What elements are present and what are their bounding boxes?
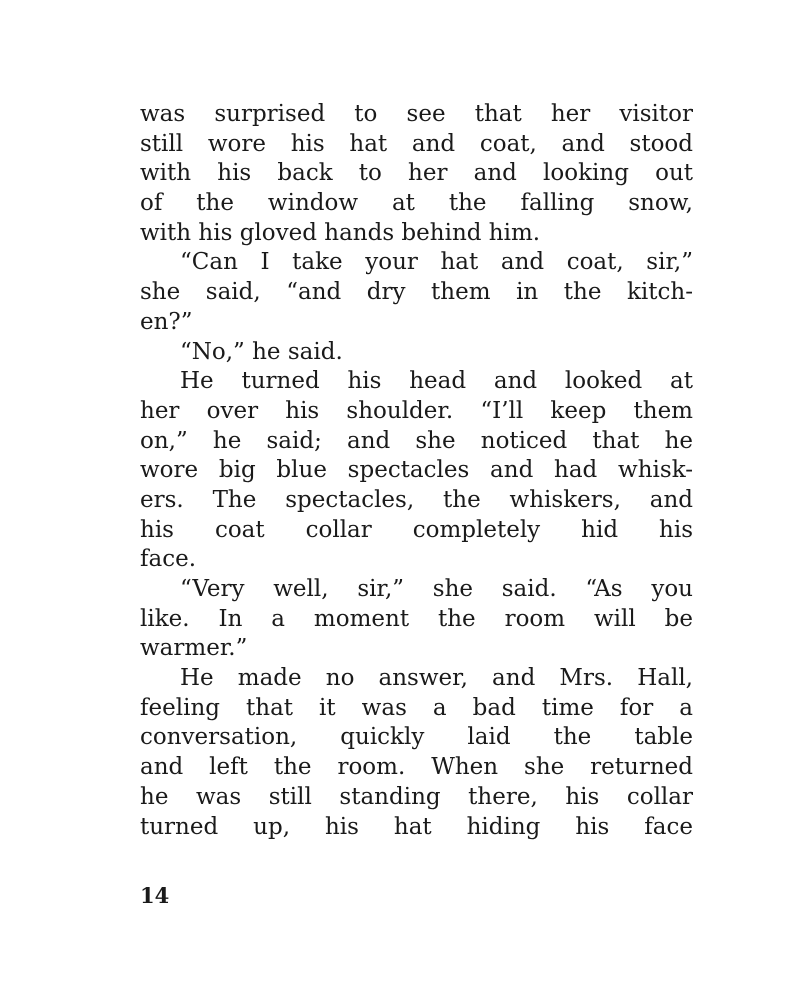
text-line: conversation, quickly laid the table <box>140 724 693 751</box>
text-line: he was still standing there, his collar <box>140 783 693 810</box>
text-line: like. In a moment the room will be <box>140 605 693 632</box>
text-line: still wore his hat and coat, and stood <box>140 130 693 157</box>
text-line: “No,” he said. <box>180 338 343 365</box>
text-line: He turned his head and looked at <box>180 368 693 395</box>
page-number: 14 <box>140 883 170 908</box>
body-text <box>140 100 693 842</box>
text-line: her over his shoulder. “I’ll keep them <box>140 397 693 424</box>
text-line: was surprised to see that her visitor <box>140 101 693 127</box>
text-line: en?” <box>140 308 193 335</box>
text-line: face. <box>140 546 197 573</box>
text-line: wore big blue spectacles and had whisk- <box>140 457 693 484</box>
text-line: she said, “and dry them in the kitch- <box>140 279 693 306</box>
text-line: ers. The spectacles, the whiskers, and <box>140 486 693 513</box>
text-line: He made no answer, and Mrs. Hall, <box>180 665 693 692</box>
text-line: and left the room. When she returned <box>140 754 693 781</box>
text-line: with his gloved hands behind him. <box>140 219 541 246</box>
text-line: feeling that it was a bad time for a <box>140 694 693 721</box>
text-line: “Can I take your hat and coat, sir,” <box>180 249 693 276</box>
text-line: “Very well, sir,” she said. “As you <box>180 576 693 602</box>
text-line: turned up, his hat hiding his face <box>140 813 693 840</box>
text-line: warmer.” <box>140 635 248 662</box>
text-line: with his back to her and looking out <box>140 160 693 187</box>
text-line: of the window at the falling snow, <box>140 190 693 217</box>
text-line: his coat collar completely hid his <box>140 516 693 543</box>
text-line: on,” he said; and she noticed that he <box>140 427 693 454</box>
